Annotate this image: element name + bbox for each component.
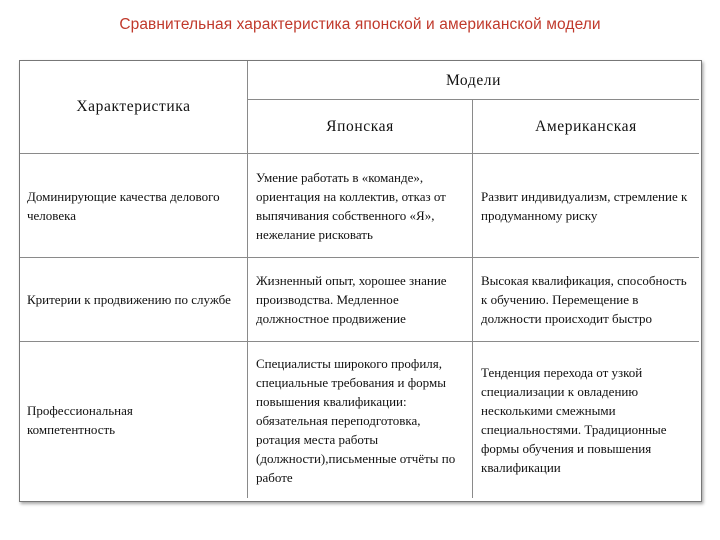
slide-title: Сравнительная характеристика японской и американской модели [119,16,601,33]
header-models: Модели [445,71,502,89]
row-3-characteristic: Профессиональная компетентность [27,403,133,437]
row-1-american: Развит индивидуализм, стремление к продуманному риску [481,188,688,223]
row-1-japanese: Умение работать в «команде», ориентация на коллектив, отказ от выпячивания собственного «Я», нежелание рисковать [256,169,446,242]
row-2-american: Высокая квалификация, способность к обучению. Перемещение в должности происходит быстро [481,273,687,326]
row-1-characteristic: Доминирующие качества делового человека [27,188,220,223]
row-2-japanese: Жизненный опыт, хорошее знание производства. Медленное должностное продвижение [256,273,447,326]
header-japanese: Японская [326,117,394,135]
header-characteristic: Характеристика [76,98,191,115]
row-3-japanese: Специалисты широкого профиля, специальные требования и формы повышения квалификации: обязательная переподготовка, ротация места работы (должности),письменные отчёты по работе [256,355,456,485]
row-2-characteristic: Критерии к продвижению по службе [27,292,231,307]
header-american: Американская [535,117,637,135]
row-3-american: Тенденция перехода от узкой специализации к овладению несколькими смежными специальностями. Традиционные формы обучения и повышения квалификации [481,365,667,475]
